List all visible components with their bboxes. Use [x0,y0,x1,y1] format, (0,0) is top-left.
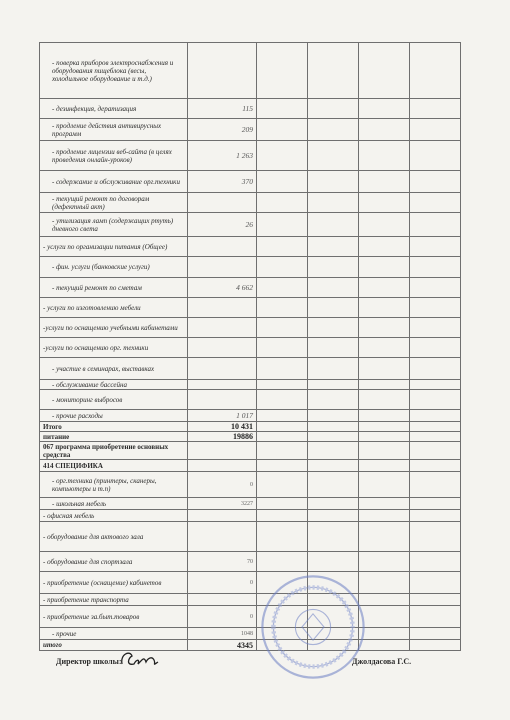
row-label: - обслуживание бассейна [40,380,188,390]
table-row [40,318,461,338]
table-row [40,358,461,380]
row-value [188,298,257,318]
total-row [40,640,461,651]
row-label: - текущий ремонт по сметам [40,278,188,298]
row-value: 1 017 [188,410,257,422]
table-row [40,380,461,390]
row-value: 26 [188,213,257,237]
row-label: - приобретение (оснащение) кабинетов [40,572,188,594]
row-label: - оборудование для актового зала [40,522,188,552]
total-label: Итого [40,422,188,432]
row-value: 3227 [188,498,257,510]
total-label: итого [40,640,188,651]
row-value: 0 [188,606,257,628]
table-row [40,498,461,510]
row-value [188,390,257,410]
table-row [40,43,461,99]
table-row [40,390,461,410]
row-label: - приобретение за.быт.товаров [40,606,188,628]
row-label: - орг.техника (принтеры, сканеры, компьютеры и т.п) [40,472,188,498]
row-value [188,338,257,358]
table-row [40,572,461,594]
director-label: Директор школы: [56,657,122,666]
row-label: - услуги по изготовлению мебели [40,298,188,318]
row-value: 70 [188,552,257,572]
row-value [188,358,257,380]
table-row [40,257,461,278]
row-label: - поверка приборов электроснабжения и оборудования пищеблока (весы, холодильное оборудование и т.д.) [40,43,188,99]
row-label: - офисная мебель [40,510,188,522]
table-row [40,171,461,193]
row-label: - прочие расходы [40,410,188,422]
spec-label: 414 СПЕЦИФИКА [40,460,188,472]
row-value: 1048 [188,628,257,640]
row-label: - мониторинг выбросов [40,390,188,410]
row-value [188,237,257,257]
row-value: 370 [188,171,257,193]
table-row [40,193,461,213]
table-row [40,119,461,141]
director-name: Джолдасова Г.С. [352,657,412,666]
table-row [40,410,461,422]
row-value: 4 662 [188,278,257,298]
row-value [188,318,257,338]
row-label: - продление лицензии веб-сайта (в целях проведения онлайн-уроков) [40,141,188,171]
row-label: -услуги по оснащению учебными кабинетами [40,318,188,338]
food-value: 19886 [188,432,257,442]
row-value: 0 [188,572,257,594]
table-row [40,338,461,358]
table-row [40,278,461,298]
row-label: - утилизация ламп (содержащих ртуть) дневного света [40,213,188,237]
table-row [40,552,461,572]
row-value [188,43,257,99]
program-label: 067 программа приобретение основных средства [40,442,188,460]
row-value: 115 [188,99,257,119]
row-label: - дезинфекция, дератизация [40,99,188,119]
row-label: - фин. услуги (банковские услуги) [40,257,188,278]
food-label: питание [40,432,188,442]
row-label: - участие в семинарах, выставках [40,358,188,380]
table-row [40,606,461,628]
signature-icon [118,648,160,670]
total-value: 10 431 [188,422,257,432]
row-value [188,380,257,390]
row-value [188,522,257,552]
total-value: 4345 [188,640,257,651]
row-value: 1 263 [188,141,257,171]
budget-table [39,42,461,651]
table-row [40,298,461,318]
row-label: - текущий ремонт по договорам (дефектный акт) [40,193,188,213]
spec-row [40,460,461,472]
food-row [40,432,461,442]
row-label: - приобретение транспорта [40,594,188,606]
row-value [188,510,257,522]
row-label: - продление действия антивирусных программ [40,119,188,141]
row-label: - школьная мебель [40,498,188,510]
row-label: -услуги по оснащению орг. техники [40,338,188,358]
table-row [40,141,461,171]
row-value [188,257,257,278]
row-label: - содержание и обслуживание орг.техники [40,171,188,193]
table-row [40,594,461,606]
row-value [188,594,257,606]
row-value: 209 [188,119,257,141]
table-row [40,522,461,552]
table-row [40,237,461,257]
table-row [40,213,461,237]
row-label: - прочие [40,628,188,640]
table-row [40,628,461,640]
table-row [40,472,461,498]
row-label: - услуги по организации питания (Общее) [40,237,188,257]
row-value: 0 [188,472,257,498]
row-value [188,193,257,213]
table-row [40,99,461,119]
row-label: - оборудование для спортзала [40,552,188,572]
table-row [40,510,461,522]
total-row [40,422,461,432]
program-row [40,442,461,460]
